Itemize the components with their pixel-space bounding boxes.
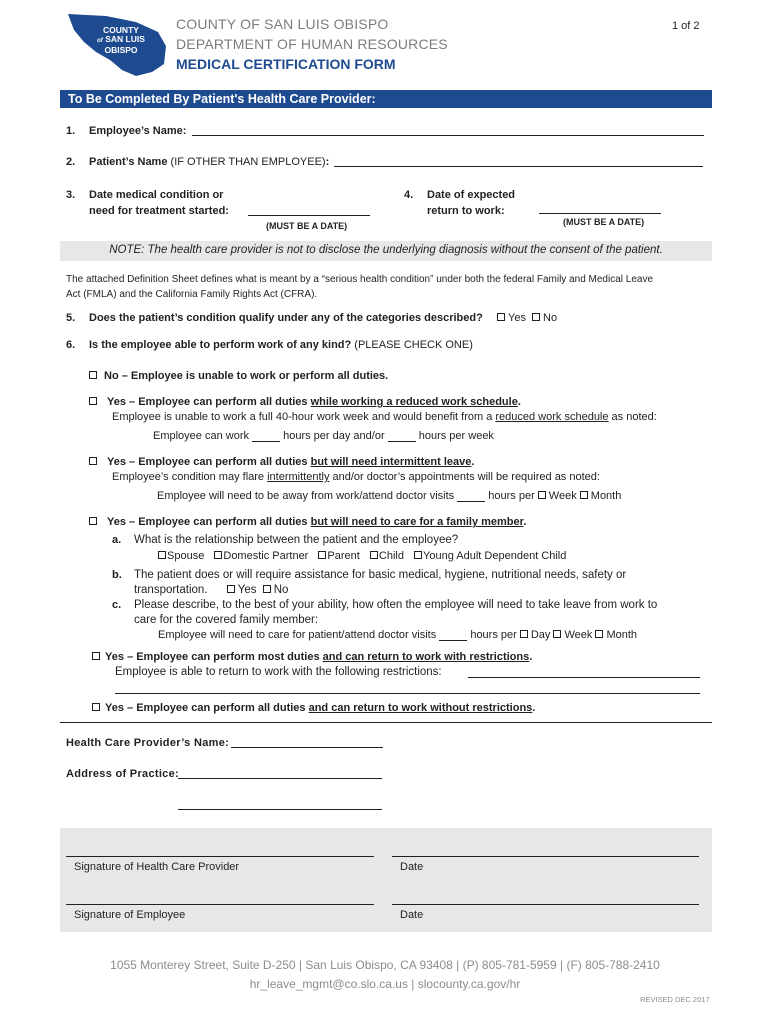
intermittent-hours: Employee will need to be away from work/attend doctor visits hours per Week Month	[157, 490, 622, 502]
q2-note: (IF OTHER THAN EMPLOYEE)	[170, 156, 326, 168]
q2-colon: :	[325, 156, 330, 168]
practice-address-field-1[interactable]	[178, 767, 382, 779]
employee-name-field[interactable]	[192, 124, 704, 136]
q2-label: Patient’s Name	[89, 156, 168, 168]
option-family-care-checkbox[interactable]	[89, 517, 97, 525]
hours-per-day-field[interactable]	[252, 431, 280, 442]
intermittent-week-checkbox[interactable]	[538, 491, 546, 499]
patient-name-field[interactable]	[334, 155, 703, 167]
reduced-schedule-description: Employee is unable to work a full 40-hour work week and would benefit from a reduced work schedule as noted:	[112, 411, 657, 423]
q5-label: Does the patient’s condition qualify under any of the categories described?	[89, 312, 483, 324]
page-number: 1 of 2	[672, 20, 700, 32]
condition-start-date-field[interactable]	[248, 204, 370, 216]
child-checkbox[interactable]	[370, 551, 378, 559]
definition-text: The attached Definition Sheet defines what is meant by a “serious health condition” under both the federal Family and Medical Leave Act (FMLA) and the California Family Rights Act (CFRA).	[66, 274, 654, 300]
option-no-work-checkbox[interactable]	[89, 371, 97, 379]
intermittent-month-checkbox[interactable]	[580, 491, 588, 499]
header-department: DEPARTMENT OF HUMAN RESOURCES	[176, 36, 448, 52]
q4-label-1: Date of expected	[427, 189, 516, 201]
young-adult-dependent-checkbox[interactable]	[414, 551, 422, 559]
q5-number: 5.	[66, 312, 76, 324]
employee-date-line[interactable]	[392, 904, 699, 905]
q4-label-2: return to work:	[427, 205, 505, 217]
option-no-work: No – Employee is unable to work or perform all duties.	[89, 370, 388, 382]
q5-options: Yes No	[497, 312, 557, 324]
option-with-restrictions: Yes – Employee can perform most duties and can return to work with restrictions.	[92, 651, 532, 663]
family-care-day-checkbox[interactable]	[520, 630, 528, 638]
family-c-text-1: Please describe, to the best of your ability, how often the employee will need to take leave from work to	[134, 599, 658, 611]
family-b-text-1: The patient does or will require assistance for basic medical, hygiene, nutritional needs, safety or	[134, 569, 627, 581]
q4-number: 4.	[404, 189, 414, 201]
provider-signature-line[interactable]	[66, 856, 374, 857]
q5-yes-checkbox[interactable]	[497, 313, 505, 321]
q3-label-2: need for treatment started:	[89, 205, 229, 217]
option-intermittent-leave: Yes – Employee can perform all duties but will need intermittent leave.	[89, 456, 474, 468]
provider-signature-label: Signature of Health Care Provider	[74, 861, 240, 873]
q3-label-1: Date medical condition or	[89, 189, 224, 201]
provider-date-line[interactable]	[392, 856, 699, 857]
intermittent-description: Employee’s condition may flare intermittently and/or doctor’s appointments will be required as noted:	[112, 471, 600, 483]
restrictions-field-1[interactable]	[468, 666, 700, 678]
reduced-schedule-hours: Employee can work hours per day and/or hours per week	[153, 430, 494, 442]
q6-note: (PLEASE CHECK ONE)	[354, 339, 473, 351]
option-without-restrictions: Yes – Employee can perform all duties and can return to work without restrictions.	[92, 702, 535, 714]
logo-text: COUNTY of SAN LUIS OBISPO	[97, 25, 145, 55]
q1-number: 1.	[66, 125, 76, 137]
practice-address-label: Address of Practice:	[66, 768, 179, 780]
option-reduced-schedule: Yes – Employee can perform all duties while working a reduced work schedule.	[89, 396, 521, 408]
q4-must-be-date: (MUST BE A DATE)	[563, 217, 645, 227]
restrictions-field-2[interactable]	[115, 682, 700, 694]
family-c-text-2: care for the covered family member:	[134, 614, 319, 626]
option-family-care: Yes – Employee can perform all duties but will need to care for a family member.	[89, 516, 526, 528]
q6-label: Is the employee able to perform work of any kind?	[89, 339, 352, 351]
q6-label-row	[89, 339, 473, 351]
q5-no-checkbox[interactable]	[532, 313, 540, 321]
provider-name-field[interactable]	[231, 736, 383, 748]
assistance-no-checkbox[interactable]	[263, 585, 271, 593]
q3-must-be-date: (MUST BE A DATE)	[266, 221, 348, 231]
family-care-hours: Employee will need to care for patient/attend doctor visits hours per Day Week Month	[158, 629, 638, 641]
option-with-restrictions-checkbox[interactable]	[92, 652, 100, 660]
footer-address: 1055 Monterey Street, Suite D-250 | San Luis Obispo, CA 93408 | (P) 805-781-5959 | (F) 805-788-2410	[110, 958, 660, 972]
q1-label: Employee’s Name:	[89, 125, 187, 137]
family-c-number: c.	[112, 599, 122, 611]
family-care-month-checkbox[interactable]	[595, 630, 603, 638]
family-care-hours-field[interactable]	[439, 630, 467, 641]
section-divider	[60, 722, 712, 723]
provider-date-label: Date	[400, 861, 424, 873]
employee-date-label: Date	[400, 909, 424, 921]
return-to-work-date-field[interactable]	[539, 202, 661, 214]
form-title: MEDICAL CERTIFICATION FORM	[176, 56, 396, 72]
intermittent-hours-field[interactable]	[457, 491, 485, 502]
spouse-checkbox[interactable]	[158, 551, 166, 559]
revised-date: REVISED DEC 2017	[640, 995, 710, 1004]
q2-number: 2.	[66, 156, 76, 168]
footer-contact: hr_leave_mgmt@co.slo.ca.us | slocounty.ca.gov/hr	[249, 977, 521, 991]
disclosure-note: NOTE: The health care provider is not to disclose the underlying diagnosis without the consent of the patient.	[60, 241, 712, 261]
family-a-text: What is the relationship between the patient and the employee?	[134, 534, 459, 546]
option-without-restrictions-checkbox[interactable]	[92, 703, 100, 711]
practice-address-field-2[interactable]	[178, 798, 382, 810]
option-reduced-schedule-checkbox[interactable]	[89, 397, 97, 405]
section-title: To Be Completed By Patient's Health Care Provider:	[60, 90, 712, 108]
assistance-yes-checkbox[interactable]	[227, 585, 235, 593]
provider-name-label: Health Care Provider’s Name:	[66, 737, 230, 749]
header-county: COUNTY OF SAN LUIS OBISPO	[176, 16, 389, 32]
option-intermittent-leave-checkbox[interactable]	[89, 457, 97, 465]
hours-per-week-field[interactable]	[388, 431, 416, 442]
family-care-week-checkbox[interactable]	[553, 630, 561, 638]
employee-signature-line[interactable]	[66, 904, 374, 905]
family-b-text-2: transportation. Yes No	[134, 584, 289, 596]
employee-signature-label: Signature of Employee	[74, 909, 186, 921]
family-a-number: a.	[112, 534, 122, 546]
relationship-options: Spouse Domestic Partner Parent Child Young Adult Dependent Child	[158, 550, 566, 562]
q6-number: 6.	[66, 339, 76, 351]
domestic-partner-checkbox[interactable]	[214, 551, 222, 559]
q3-number: 3.	[66, 189, 76, 201]
family-b-number: b.	[112, 569, 122, 581]
parent-checkbox[interactable]	[318, 551, 326, 559]
restrictions-label: Employee is able to return to work with the following restrictions:	[115, 666, 442, 678]
q2-label-row	[89, 156, 329, 168]
